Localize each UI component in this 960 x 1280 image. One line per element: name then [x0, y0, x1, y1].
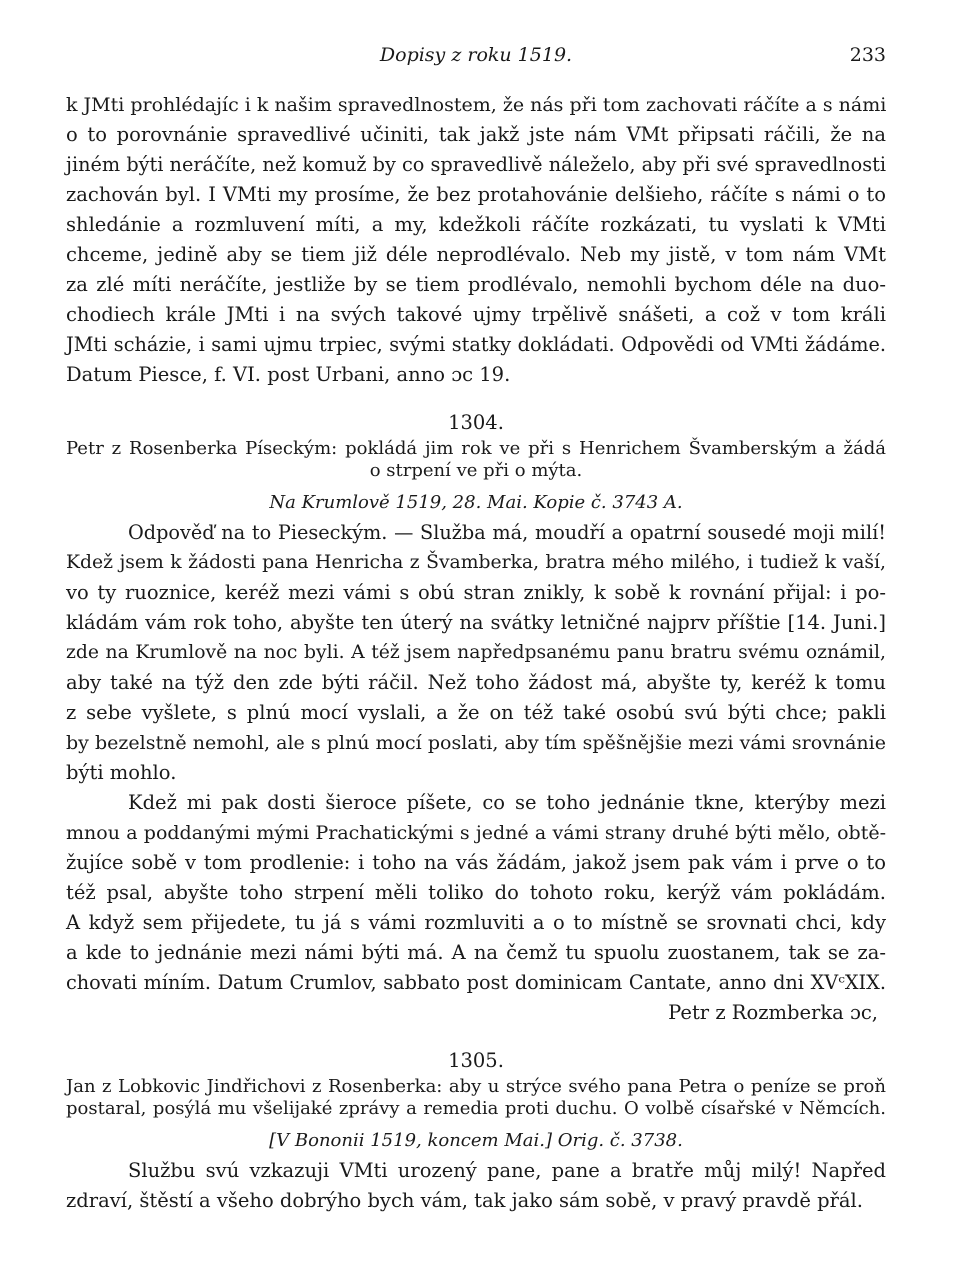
continuation-paragraph: [66, 90, 886, 390]
text-line: žujíce sobě v tom prodlenie: i toho na vás žádám, jakož jsem pak vám i prve o to: [66, 851, 886, 874]
text-line: chodiech krále JMti i na svých takové ujmy trpělivě snášeti, a což v tom králi: [66, 303, 886, 326]
regest-line: postaral, posýlá mu všelijaké zprávy a remedia proti duchu. O volbě císařské v Němcích.: [66, 1098, 886, 1119]
regest-line: Petr z Rosenberka Píseckým: pokládá jim rok ve při s Henrichem Švamberským a žádá: [66, 438, 886, 459]
page-body: [66, 90, 886, 1216]
text-line: mnou a poddanými mými Prachatickými s jedné a vámi strany druhé býti mělo, obtě-: [66, 822, 886, 844]
document-number-1305: 1305.: [448, 1049, 504, 1072]
text-line: kládám vám rok toho, abyšte ten úterý na svátky letničné najprv příštie [14. Juni.]: [66, 611, 886, 634]
letter-1304-paragraph-2: [66, 788, 886, 998]
document-number-1304: 1304.: [448, 411, 504, 434]
text-line: aby také na týž den zde býti ráčil. Než toho žádost má, abyšte ty, keréž k tomu: [66, 671, 886, 694]
text-line: Datum Piesce, f. VI. post Urbani, anno ɔc 19.: [66, 363, 511, 386]
text-line: též psal, abyšte toho strpení měli toliko do tohoto roku, kerýž vám pokládám.: [66, 881, 886, 904]
regest-1304: [66, 438, 886, 482]
text-line: Kdež jsem k žádosti pana Henricha z Švamberka, bratra mého milého, i tudiež k vaší,: [66, 552, 886, 573]
letter-1305-paragraph-1: [66, 1156, 886, 1216]
text-line: Službu svú vzkazuji VMti urozený pane, pane a bratře můj milý! Napřed: [128, 1159, 886, 1182]
regest-line: Jan z Lobkovic Jindřichovi z Rosenberka: aby u strýce svého pana Petra o peníze se proň: [66, 1076, 886, 1097]
text-line: Kdež mi pak dosti šieroce píšete, co se toho jednánie tkne, kterýby mezi: [128, 791, 886, 814]
running-head: [66, 44, 886, 74]
source-note-1305: [V Bononii 1519, koncem Mai.] Orig. č. 3738.: [269, 1130, 683, 1151]
text-line: vo ty ruoznice, keréž mezi vámi s obú stran znikly, k sobě k rovnání přijal: i po-: [66, 581, 886, 604]
signature: Petr z Rozmberka ɔc,: [668, 1001, 878, 1024]
regest-1305: [66, 1076, 886, 1120]
text-line: za zlé míti neráčíte, jestliže by se tiem prodlévalo, nemohli bychom déle na duo-: [66, 273, 886, 296]
text-line: JMti scházie, i sami ujmu trpiec, svými statky dokládati. Odpovědi od VMti žádáme.: [66, 333, 886, 356]
text-line: jiném býti neráčíte, než komuž by co spravedlivě náleželo, aby při své spravedlnosti: [66, 153, 886, 176]
text-line: z sebe vyšlete, s plnú mocí vyslali, a že on též také osobú svú býti chce; pakli: [66, 701, 886, 724]
text-line: shledánie a rozmluvení míti, a my, kdežkoli ráčíte rozkázati, tu vyslati k VMti: [66, 213, 886, 236]
text-line: Odpověď na to Pieseckým. — Služba má, moudří a opatrní sousedé moji milí!: [128, 521, 886, 544]
letter-1304-paragraph-1: [66, 518, 886, 788]
text-line: zde na Krumlově na noc byli. A též jsem napředpsanému panu bratru svému oznámil,: [66, 642, 886, 663]
text-line: k JMti prohlédajíc i k našim spravedlnostem, že nás při tom zachovati ráčíte a s námi: [66, 94, 887, 116]
text-line: by bezelstně nemohl, ale s plnú mocí poslati, aby tím spěšnějšie mezi vámi srovnánie: [66, 732, 886, 754]
text-line: chceme, jedině aby se tiem již déle neprodlévalo. Neb my jistě, v tom nám VMt: [66, 243, 886, 266]
regest-line: o strpení ve při o mýta.: [369, 460, 583, 481]
text-line: zachován byl. I VMti my prosíme, že bez protahovánie delšieho, ráčíte s námi o to: [66, 183, 886, 206]
running-title: Dopisy z roku 1519.: [379, 44, 573, 66]
text-line: o to porovnánie spravedlivé učiniti, tak jakž jste nám VMt připsati ráčili, že na: [66, 123, 886, 146]
text-line: A když sem přijedete, tu já s vámi rozmluviti a o to místně se srovnati chci, kdy: [66, 911, 886, 934]
source-note-1304: Na Krumlově 1519, 28. Mai. Kopie č. 3743 A.: [269, 492, 683, 513]
page-number: 233: [849, 44, 886, 66]
text-line: chovati míním. Datum Crumlov, sabbato post dominicam Cantate, anno dni XVᶜXIX.: [66, 971, 886, 994]
text-line: zdraví, štěstí a všeho dobrýho bych vám, tak jako sám sobě, v pravý pravdě přál.: [66, 1189, 863, 1212]
text-line: býti mohlo.: [66, 761, 177, 784]
text-line: a kde to jednánie mezi námi býti má. A na čemž tu spuolu zuostanem, tak se za-: [66, 941, 886, 964]
